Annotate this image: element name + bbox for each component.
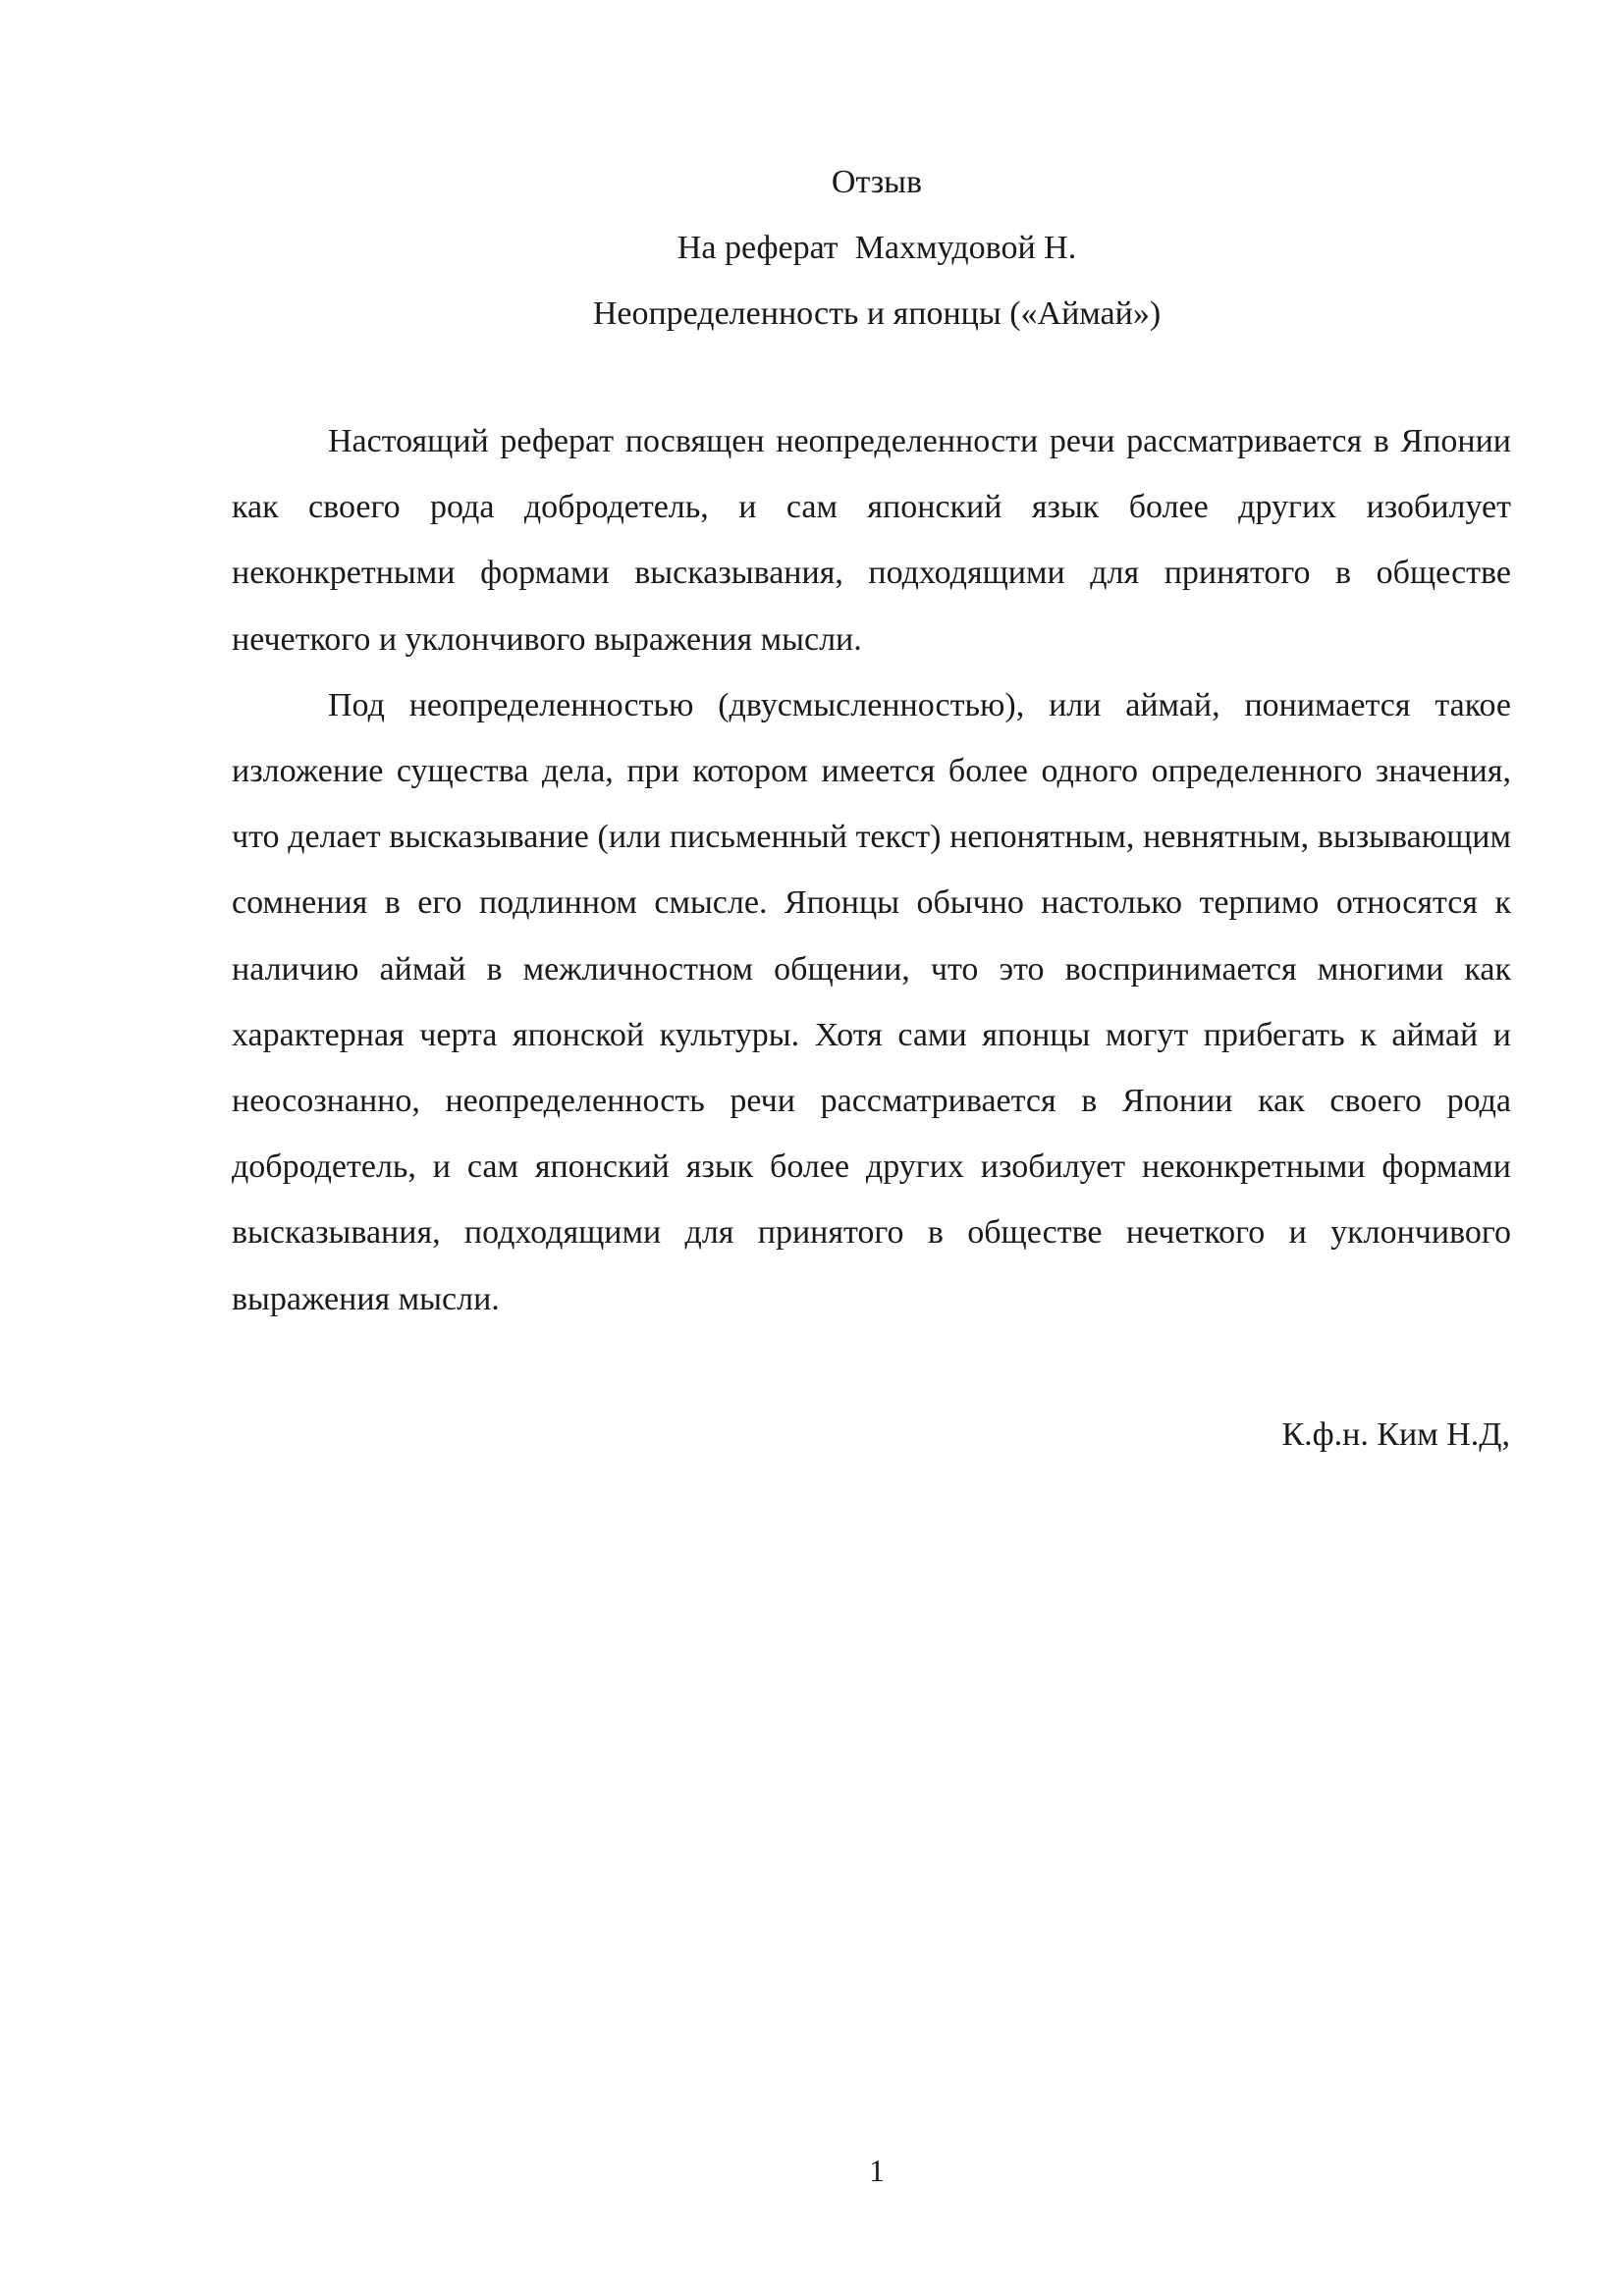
document-body [232,408,1511,1332]
paragraph-1: Настоящий реферат посвящен неопределенности речи рассматривается в Японии как своего рода добродетель, и сам японский язык более других изобилует неконкретными формами высказывания, подходящими для принятого в обществе нечеткого и уклончивого выражения мысли. [232,423,1511,658]
document-topic: Неопределенность и японцы («Аймай») [592,295,1162,332]
paragraph-2: Под неопределенностью (двусмысленностью), или аймай, понимается такое изложение существа дела, при котором имеется более одного определенного значения, что делает высказывание (или письменный текст) непонятным, невнятным, вызывающим сомнения в его подлинном смысле. Японцы обычно настолько терпимо относятся к наличию аймай в межличностном общении, что это воспринимается многими как характерная черта японской культуры. Хотя сами японцы могут прибегать к аймай и неосознанно, неопределенность речи рассматривается в Японии как своего рода добродетель, и сам японский язык более других изобилует неконкретными формами высказывания, подходящими для принятого в обществе нечеткого и уклончивого выражения мысли. [232,686,1511,1317]
signature: К.ф.н. Ким Н.Д, [1281,1416,1510,1453]
document-title: Отзыв [831,164,923,200]
page-number: 1 [869,2153,885,2188]
document-subtitle: На реферат Махмудовой Н. [677,230,1077,266]
document-header [0,149,1624,347]
